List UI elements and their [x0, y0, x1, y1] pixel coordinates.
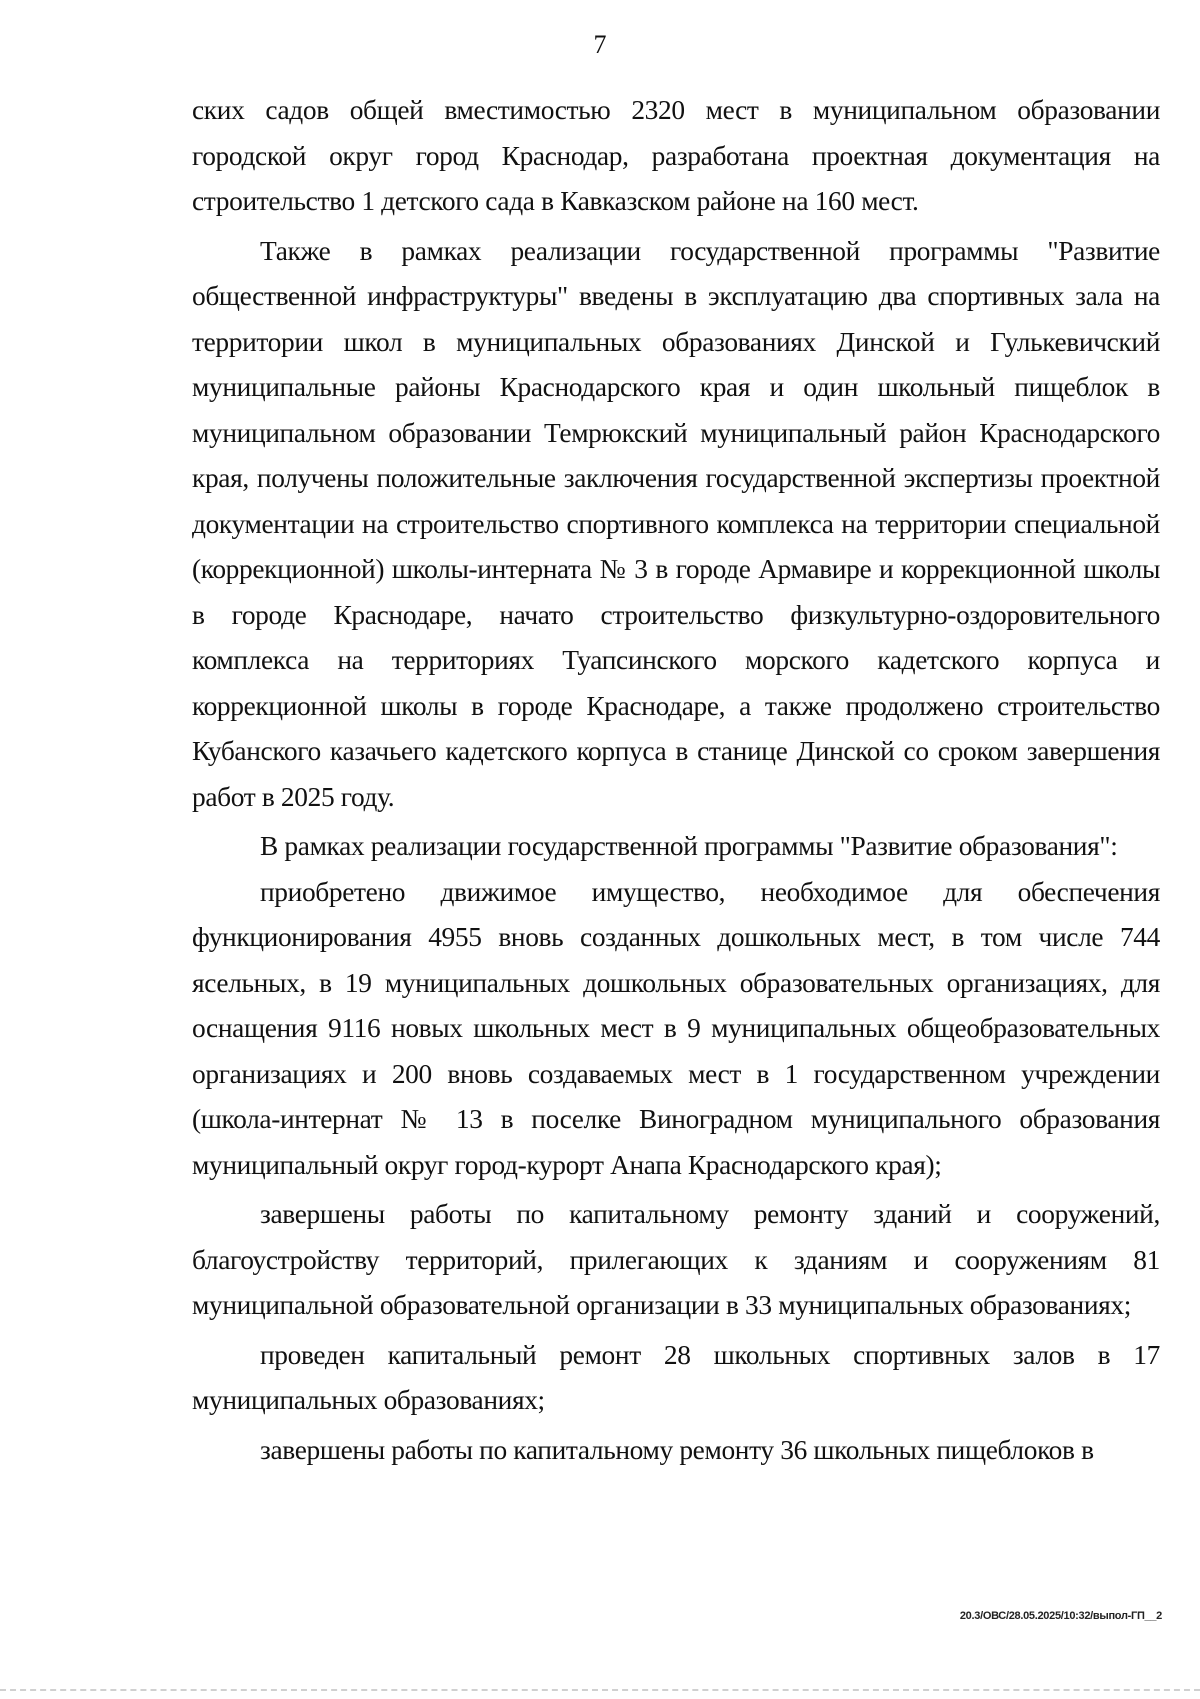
document-body: [192, 88, 1160, 1473]
scan-edge-line: [0, 1689, 1200, 1691]
paragraph-education-program-intro: В рамках реализации государственной программы "Развитие образования":: [260, 831, 1118, 861]
paragraph-capital-repair-buildings: завершены работы по капитальному ремонту зданий и сооружений, благоустройству территорий, прилегающих к зданиям и сооружениям 81 муниципальной образовательной организации в 33 муниципальных образованиях;: [192, 1199, 1160, 1320]
paragraph-sports-halls-repair: проведен капитальный ремонт 28 школьных спортивных залов в 17 муниципальных образованиях;: [192, 1339, 1160, 1415]
paragraph-infrastructure-program: Также в рамках реализации государственной программы "Развитие общественной инфраструктуры" введены в эксплуатацию два спортивных зала на территории школ в муниципальных образованиях Динской и Гулькевичский муниципальные районы Краснодарского края и один школьный пищеблок в муниципальном образовании Темрюкский муниципальный район Краснодарского края, получены положительные заключения государственной экспертизы проектной документации на строительство спортивного комплекса на территории специальной (коррекционной) школы-интерната № 3 в городе Армавире и коррекционной школы в городе Краснодаре, начато строительство физкультурно-оздоровительного комплекса на территориях Туапсинского морского кадетского корпуса и коррекционной школы в городе Краснодаре, а также продолжено строительство Кубанского казачьего кадетского корпуса в станице Динской со сроком завершения работ в 2025 году.: [192, 235, 1160, 812]
paragraph-continuation: ских садов общей вместимостью 2320 мест в муниципальном образовании городской округ город Краснодар, разработана проектная документация на строительство 1 детского сада в Кавказском районе на 160 мест.: [192, 95, 1160, 216]
paragraph-movable-property: приобретено движимое имущество, необходимое для обеспечения функционирования 4955 вновь созданных дошкольных мест, в том числе 744 ясельных, в 19 муниципальных дошкольных образовательных организациях, для оснащения 9116 новых школьных мест в 9 муниципальных общеобразовательных организациях и 200 вновь создаваемых мест в 1 государственном учреждении (школа-интернат № 13 в поселке Виноградном муниципального образования муниципальный округ город-курорт Анапа Краснодарского края);: [192, 876, 1160, 1180]
document-footer-stamp: 20.3/ОВС/28.05.2025/10:32/выпол-ГП__2: [959, 1610, 1162, 1622]
page-number: 7: [593, 30, 607, 59]
paragraph-canteens-repair: завершены работы по капитальному ремонту 36 школьных пищеблоков в: [260, 1434, 1094, 1465]
